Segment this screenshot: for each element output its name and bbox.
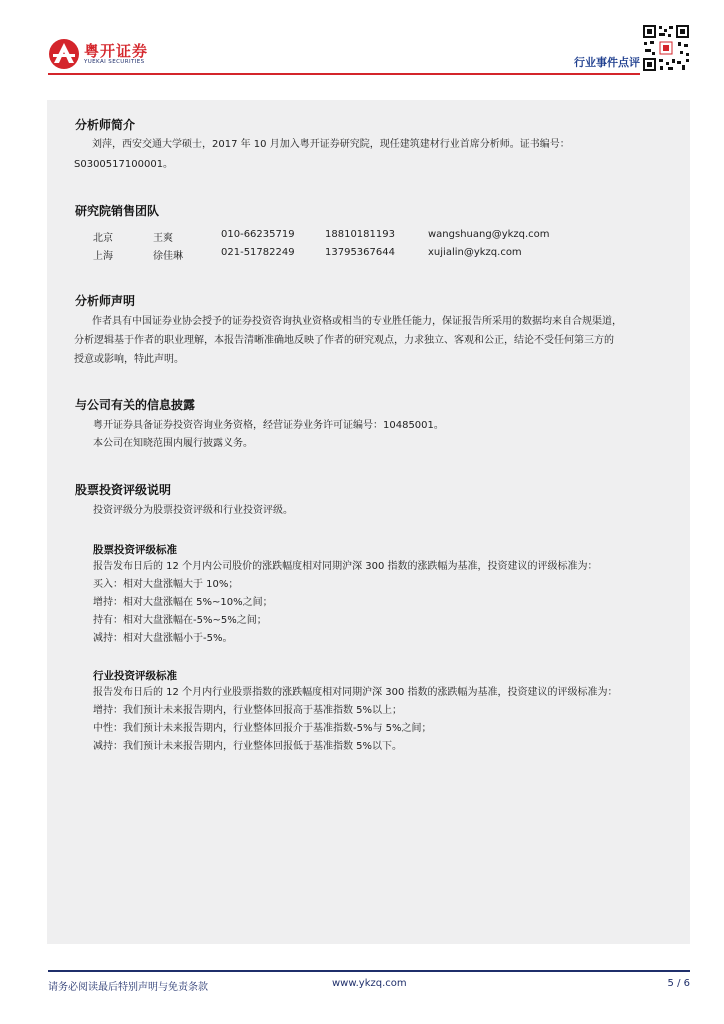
sales-phone: 010-66235719 — [221, 229, 295, 240]
stock-rating-line: 增持：相对大盘涨幅在 5%~10%之间； — [93, 597, 273, 608]
stock-rating-line: 报告发布日后的 12 个月内公司股价的涨跌幅度相对同期沪深 300 指数的涨跌幅为基准，投资建议的评级标准为： — [93, 561, 598, 572]
report-type-label: 行业事件点评 — [574, 56, 640, 69]
sales-team-title: 研究院销售团队 — [75, 204, 160, 218]
stock-rating-line: 减持：相对大盘涨幅小于-5%。 — [93, 633, 233, 644]
sales-mobile: 18810181193 — [325, 229, 395, 240]
statement-title: 分析师声明 — [75, 294, 136, 308]
footer-website[interactable]: www.ykzq.com — [332, 978, 407, 989]
analyst-intro-line: S0300517100001。 — [74, 159, 174, 170]
sales-name: 王爽 — [153, 233, 173, 244]
disclaimer-panel — [47, 100, 690, 944]
sales-city: 上海 — [93, 251, 113, 262]
industry-rating-title: 行业投资评级标准 — [93, 670, 177, 682]
sales-email: xujialin@ykzq.com — [428, 247, 522, 258]
rating-intro: 投资评级分为股票投资评级和行业投资评级。 — [93, 505, 293, 516]
logo-text-cn: 粤开证券 — [84, 42, 149, 60]
disclosure-line: 本公司在知晓范围内履行披露义务。 — [93, 438, 253, 449]
stock-rating-title: 股票投资评级标准 — [93, 544, 177, 556]
sales-city: 北京 — [93, 233, 113, 244]
header-divider — [48, 73, 640, 75]
sales-phone: 021-51782249 — [221, 247, 295, 258]
logo-text-en: YUEKAI SECURITIES — [84, 59, 145, 65]
sales-mobile: 13795367644 — [325, 247, 395, 258]
footer-notice: 请务必阅读最后特别声明与免责条款 — [48, 982, 208, 993]
qr-code-icon — [642, 24, 690, 72]
industry-rating-line: 中性：我们预计未来报告期内，行业整体回报介于基准指数-5%与 5%之间； — [93, 723, 432, 734]
statement-line: 授意或影响，特此声明。 — [74, 354, 184, 365]
logo-mark-icon — [48, 38, 80, 70]
industry-rating-line: 减持：我们预计未来报告期内，行业整体回报低于基准指数 5%以下。 — [93, 741, 403, 752]
industry-rating-line: 报告发布日后的 12 个月内行业股票指数的涨跌幅度相对同期沪深 300 指数的涨跌幅为基准，投资建议的评级标准为： — [93, 687, 618, 698]
footer-divider — [48, 970, 690, 972]
stock-rating-line: 买入：相对大盘涨幅大于 10%； — [93, 579, 239, 590]
analyst-intro-line: 刘萍，西安交通大学硕士，2017 年 10 月加入粤开证券研究院，现任建筑建材行业首席分析师。证书编号： — [92, 139, 570, 150]
company-logo — [48, 38, 160, 72]
disclosure-line: 粤开证券具备证券投资咨询业务资格，经营证券业务许可证编号：10485001。 — [93, 420, 444, 431]
stock-rating-line: 持有：相对大盘涨幅在-5%~5%之间； — [93, 615, 267, 626]
sales-email: wangshuang@ykzq.com — [428, 229, 550, 240]
sales-name: 徐佳琳 — [153, 251, 183, 262]
page-number: 5 / 6 — [667, 978, 690, 989]
analyst-intro-title: 分析师简介 — [75, 118, 136, 132]
industry-rating-line: 增持：我们预计未来报告期内，行业整体回报高于基准指数 5%以上； — [93, 705, 403, 716]
statement-line: 分析逻辑基于作者的职业理解，本报告清晰准确地反映了作者的研究观点，力求独立、客观和公正，结论不受任何第三方的 — [74, 335, 614, 346]
statement-line: 作者具有中国证券业协会授予的证券投资咨询执业资格或相当的专业胜任能力，保证报告所采用的数据均来自合规渠道， — [92, 316, 622, 327]
disclosure-title: 与公司有关的信息披露 — [75, 398, 196, 412]
rating-title: 股票投资评级说明 — [75, 483, 172, 497]
page-header — [0, 0, 724, 80]
